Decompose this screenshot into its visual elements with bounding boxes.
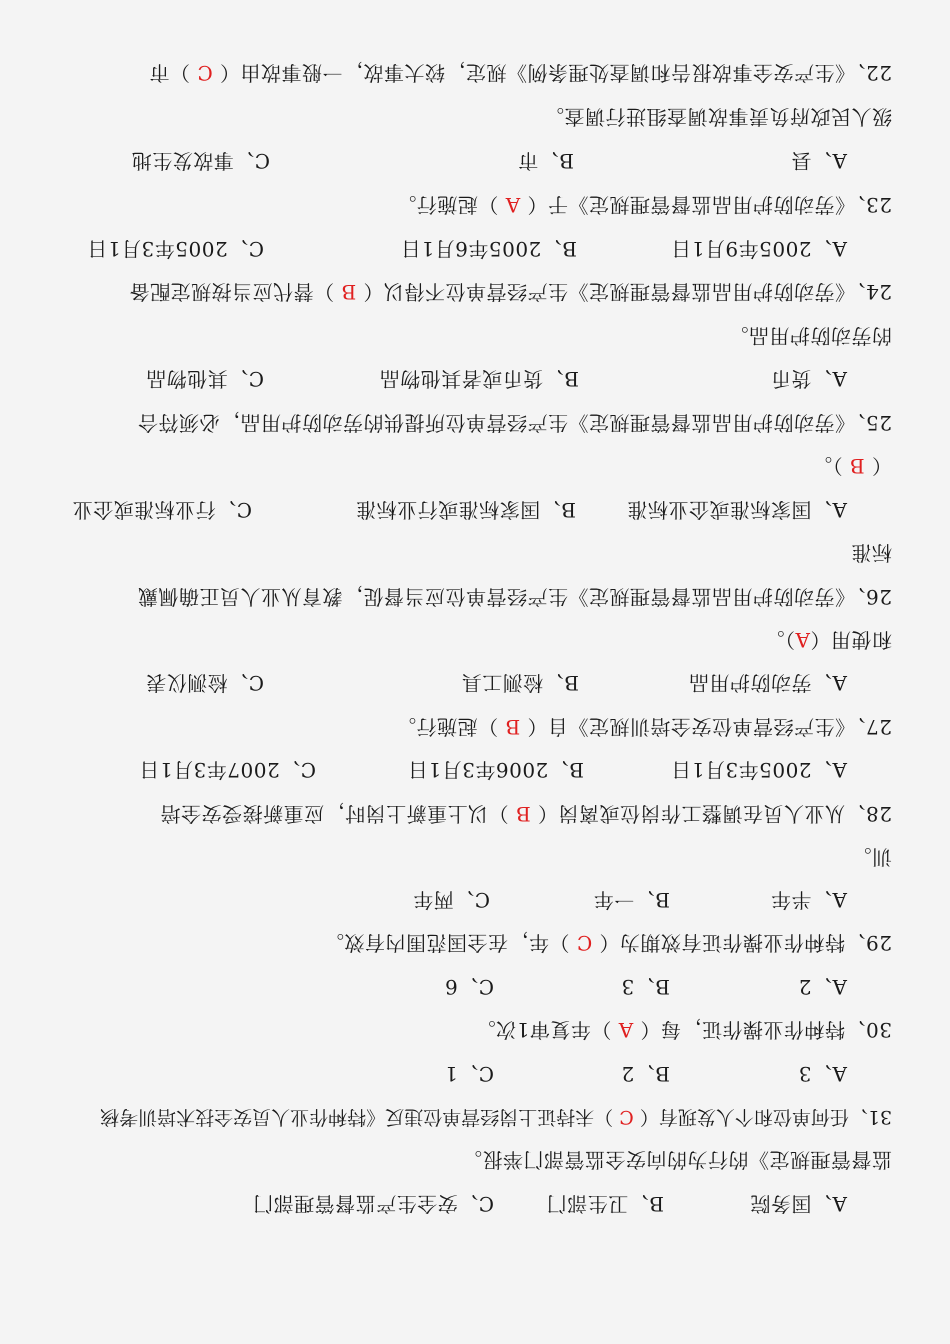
question-31-cont: 监督管理规定》的行为的向安全监管部门举报。 (461, 1148, 892, 1172)
option-a: A、2 (798, 975, 847, 999)
question-22: 22、《生产安全事故报告和调查处理条例》规定，较大事故，一般事故由（ C ）市 (149, 61, 892, 85)
option-b: B、2005年6月1日 (400, 237, 577, 261)
question-23: 23、《劳动防护用品监督管理规定》于（ A ）起施行。 (395, 193, 892, 217)
option-a: A、3 (798, 1062, 847, 1086)
option-a: A、2005年9月1日 (670, 237, 847, 261)
option-a: A、货币 (770, 367, 847, 391)
question-22-cont: 级人民政府负责事故调查组进行调查。 (543, 105, 892, 129)
question-28: 28、从业人员在调整工作岗位或离岗（ B ）以上重新上岗时，应重新接受安全培 (160, 802, 892, 826)
options-27 (58, 754, 892, 786)
options-30 (58, 1058, 892, 1090)
option-b: B、检测工具 (461, 671, 579, 695)
answer-25: B (849, 454, 865, 478)
option-a: A、国务院 (750, 1192, 847, 1216)
question-26-cont: 和使用（A）。 (764, 628, 892, 652)
answer-24: B (340, 280, 357, 304)
answer-22: C (196, 61, 213, 85)
option-b: B、卫生部门 (546, 1192, 664, 1216)
option-b: B、一年 (593, 888, 670, 912)
answer-26: A (795, 628, 810, 652)
question-26: 26、《劳动防护用品监督管理规定》生产经营单位应当督促，教育从业人员正确佩戴 (137, 585, 892, 609)
answer-27: B (504, 715, 521, 739)
options-25 (58, 494, 892, 526)
options-29 (58, 971, 892, 1003)
option-b: B、2006年3月1日 (407, 758, 584, 782)
question-28-cont: 训。 (851, 845, 892, 869)
option-c: C、1 (444, 1062, 494, 1086)
option-c: C、两年 (412, 888, 490, 912)
question-24-cont: 的劳动防护用品。 (728, 324, 892, 348)
answer-29: C (576, 931, 593, 955)
option-c: C、事故发生地 (131, 149, 270, 173)
option-c: C、2007年3月1日 (138, 758, 316, 782)
option-c: C、行业标准或企业 (72, 498, 252, 522)
option-b: B、国家标准或行业标准 (355, 498, 576, 522)
option-c: C、安全生产监督管理部门 (252, 1192, 494, 1216)
question-27: 27、《生产经营单位安全培训规定》自（ B ）起施行。 (395, 715, 892, 739)
options-31 (58, 1188, 892, 1220)
answer-28: B (515, 802, 531, 826)
question-25-cont: （ B ）。 (811, 454, 892, 478)
options-28 (58, 884, 892, 916)
option-c-cont: 标准 (851, 541, 892, 565)
question-25: 25、《劳动防护用品监督管理规定》生产经营单位所提供的劳动防护用品，必须符合 (137, 411, 892, 435)
option-a: A、半年 (770, 888, 847, 912)
question-31: 31、任何单位和个人发现有（ C ）未持证上岗经营单位违反《特种作业人员安全技术培训考核 (100, 1106, 892, 1128)
options-22 (58, 145, 892, 177)
options-23 (58, 233, 892, 265)
option-c: C、其他物品 (145, 367, 264, 391)
option-b: B、3 (621, 975, 670, 999)
answer-23: A (505, 193, 521, 217)
option-a: A、劳动防护用品 (688, 671, 847, 695)
option-c: C、2005年3月1日 (86, 237, 264, 261)
answer-31: C (619, 1106, 634, 1128)
option-b: B、2 (621, 1062, 670, 1086)
options-24 (58, 363, 892, 395)
option-a: A、国家标准或企业标准 (627, 498, 847, 522)
answer-30: A (618, 1018, 634, 1042)
option-a: A、2005年3月1日 (670, 758, 847, 782)
question-24: 24、《劳动防护用品监督管理规定》生产经营单位不得以（ B ）替代应当按规定配备 (129, 280, 892, 304)
option-a: A、县 (791, 149, 847, 173)
option-b: B、市 (517, 149, 574, 173)
option-c: C、6 (444, 975, 494, 999)
question-29: 29、特种作业操作证有效期为（ C ）年，在全国范围内有效。 (323, 931, 892, 955)
options-26 (58, 667, 892, 699)
option-c: C、检测仪表 (145, 671, 264, 695)
option-b: B、货币或者其他物品 (379, 367, 579, 391)
question-30: 30、特种作业操作证，每（ A ）年复审1次。 (475, 1018, 892, 1042)
